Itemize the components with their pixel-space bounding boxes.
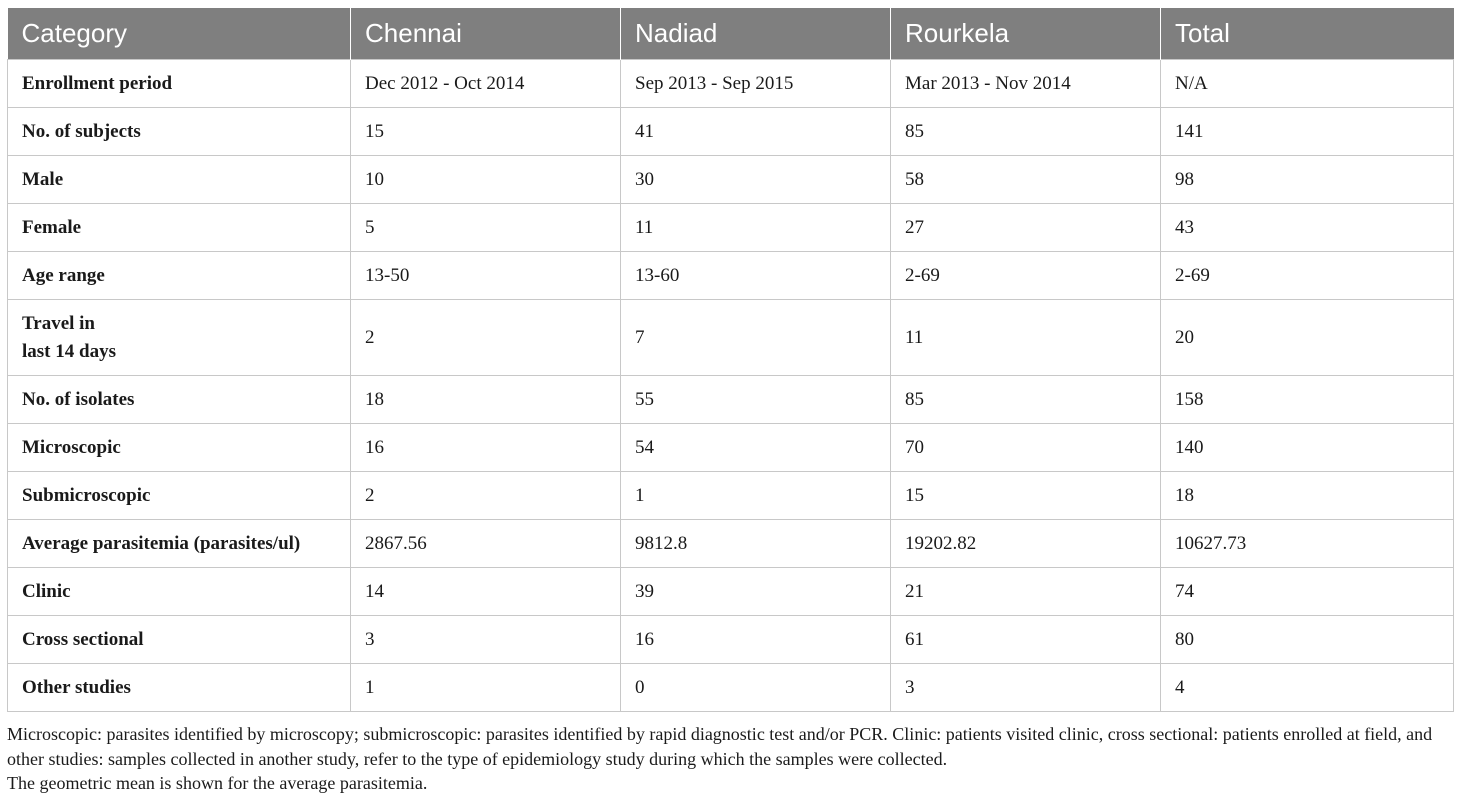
table-cell: 18 xyxy=(1161,472,1454,520)
table-row xyxy=(8,568,1454,616)
table-row xyxy=(8,424,1454,472)
table-cell: 2-69 xyxy=(891,252,1161,300)
table-cell: 74 xyxy=(1161,568,1454,616)
table-cell: 1 xyxy=(351,664,621,712)
row-label: Travel in last 14 days xyxy=(8,300,351,376)
table-cell: N/A xyxy=(1161,60,1454,108)
table-row xyxy=(8,664,1454,712)
row-label: Average parasitemia (parasites/ul) xyxy=(8,520,351,568)
table-row xyxy=(8,300,1454,376)
table-cell: 39 xyxy=(621,568,891,616)
header-category: Category xyxy=(8,8,351,60)
table-cell: 9812.8 xyxy=(621,520,891,568)
table-cell: 16 xyxy=(351,424,621,472)
table-cell: 41 xyxy=(621,108,891,156)
table-cell: 13-60 xyxy=(621,252,891,300)
row-label: Cross sectional xyxy=(8,616,351,664)
table-cell: 43 xyxy=(1161,204,1454,252)
table-cell: 3 xyxy=(891,664,1161,712)
table-row xyxy=(8,108,1454,156)
table-cell: 13-50 xyxy=(351,252,621,300)
table-row xyxy=(8,204,1454,252)
row-label: Female xyxy=(8,204,351,252)
table-cell: 7 xyxy=(621,300,891,376)
table-header-row xyxy=(8,8,1454,60)
row-label: Age range xyxy=(8,252,351,300)
row-label: Clinic xyxy=(8,568,351,616)
table-row xyxy=(8,616,1454,664)
table-cell: 2867.56 xyxy=(351,520,621,568)
data-table-container xyxy=(7,8,1453,712)
table-cell: 10627.73 xyxy=(1161,520,1454,568)
table-cell: 15 xyxy=(351,108,621,156)
table-footnote xyxy=(7,722,1457,796)
header-chennai: Chennai xyxy=(351,8,621,60)
footnote-definitions: Microscopic: parasites identified by microscopy; submicroscopic: parasites identified by rapid diagnostic test and/or PCR. Clinic: patients visited clinic, cross sectional: patients enrolled at field, and other studies: samples collected in another study, refer to the type of epidemiology study during which the samples were collected. xyxy=(7,724,1433,769)
data-table xyxy=(7,8,1454,712)
footnote-geometric-mean: The geometric mean is shown for the average parasitemia. xyxy=(7,773,428,793)
table-cell: 2 xyxy=(351,300,621,376)
table-cell: 140 xyxy=(1161,424,1454,472)
table-cell: Dec 2012 - Oct 2014 xyxy=(351,60,621,108)
table-cell: 70 xyxy=(891,424,1161,472)
table-cell: 19202.82 xyxy=(891,520,1161,568)
table-cell: 2 xyxy=(351,472,621,520)
header-total: Total xyxy=(1161,8,1454,60)
table-cell: 30 xyxy=(621,156,891,204)
table-cell: 14 xyxy=(351,568,621,616)
row-label: Submicroscopic xyxy=(8,472,351,520)
table-cell: 55 xyxy=(621,376,891,424)
table-cell: 11 xyxy=(891,300,1161,376)
table-cell: 0 xyxy=(621,664,891,712)
table-row xyxy=(8,60,1454,108)
table-cell: 16 xyxy=(621,616,891,664)
table-cell: 4 xyxy=(1161,664,1454,712)
header-rourkela: Rourkela xyxy=(891,8,1161,60)
table-cell: 158 xyxy=(1161,376,1454,424)
table-row xyxy=(8,520,1454,568)
table-cell: 15 xyxy=(891,472,1161,520)
table-cell: 58 xyxy=(891,156,1161,204)
table-row xyxy=(8,472,1454,520)
row-label: Male xyxy=(8,156,351,204)
header-nadiad: Nadiad xyxy=(621,8,891,60)
row-label: No. of isolates xyxy=(8,376,351,424)
table-cell: 18 xyxy=(351,376,621,424)
table-cell: 85 xyxy=(891,108,1161,156)
row-label: No. of subjects xyxy=(8,108,351,156)
table-cell: 2-69 xyxy=(1161,252,1454,300)
table-cell: 61 xyxy=(891,616,1161,664)
table-cell: 10 xyxy=(351,156,621,204)
table-cell: 80 xyxy=(1161,616,1454,664)
table-cell: 85 xyxy=(891,376,1161,424)
table-cell: 21 xyxy=(891,568,1161,616)
table-cell: 5 xyxy=(351,204,621,252)
table-cell: Sep 2013 - Sep 2015 xyxy=(621,60,891,108)
row-label: Microscopic xyxy=(8,424,351,472)
table-cell: 3 xyxy=(351,616,621,664)
table-body xyxy=(8,60,1454,712)
table-row xyxy=(8,156,1454,204)
table-cell: 27 xyxy=(891,204,1161,252)
table-cell: 20 xyxy=(1161,300,1454,376)
table-cell: 11 xyxy=(621,204,891,252)
table-row xyxy=(8,376,1454,424)
table-cell: 1 xyxy=(621,472,891,520)
table-cell: 141 xyxy=(1161,108,1454,156)
table-cell: 54 xyxy=(621,424,891,472)
row-label: Other studies xyxy=(8,664,351,712)
table-cell: Mar 2013 - Nov 2014 xyxy=(891,60,1161,108)
table-cell: 98 xyxy=(1161,156,1454,204)
row-label: Enrollment period xyxy=(8,60,351,108)
table-row xyxy=(8,252,1454,300)
